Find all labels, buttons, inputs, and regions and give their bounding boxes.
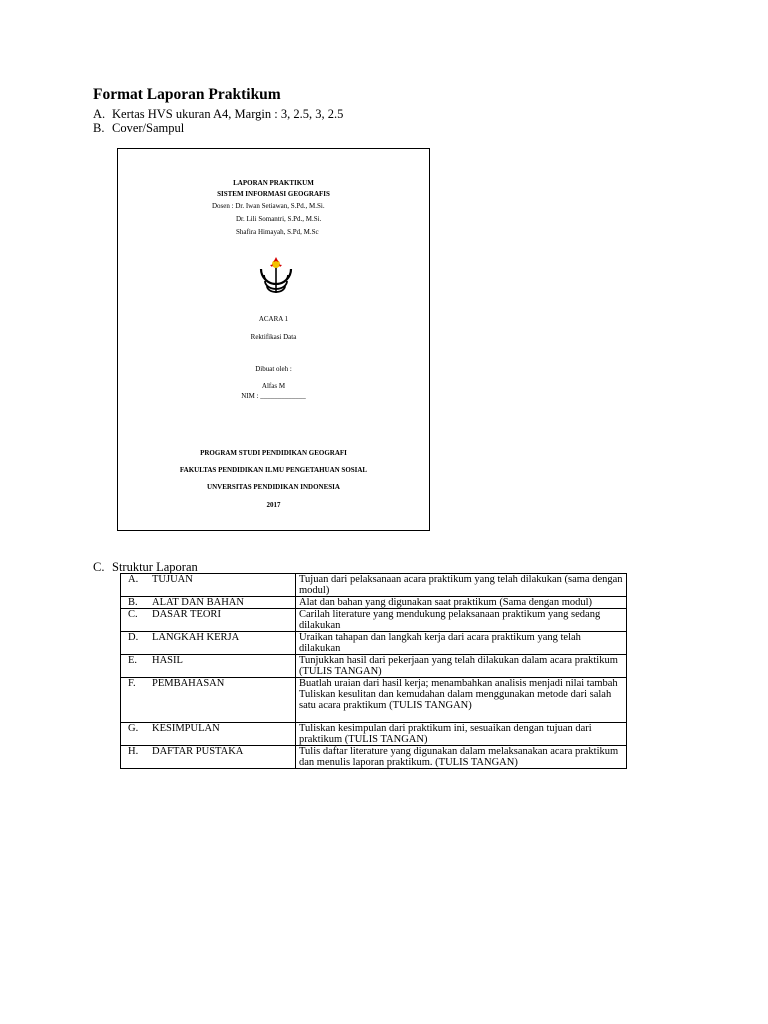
section-name: ALAT DAN BAHAN (152, 597, 244, 608)
table-row (121, 574, 627, 597)
list-marker: B. (93, 121, 105, 135)
cover-heading-1: LAPORAN PRAKTIKUM (233, 179, 314, 187)
section-name: KESIMPULAN (152, 723, 220, 734)
table-row (121, 632, 627, 655)
section-letter: C. (128, 609, 138, 620)
report-structure-table (120, 573, 627, 769)
section-description: Uraikan tahapan dan langkah kerja dari acara praktikum yang telah dilakukan (296, 632, 627, 655)
section-description: Tujuan dari pelaksanaan acara praktikum yang telah dilakukan (sama dengan modul) (296, 574, 627, 597)
cover-faculty: FAKULTAS PENDIDIKAN ILMU PENGETAHUAN SOSIAL (179, 466, 368, 474)
section-name-cell (121, 655, 296, 678)
cover-sample (117, 148, 430, 531)
cover-acara: ACARA 1 (258, 315, 289, 323)
cover-author: Alfas M (261, 382, 286, 390)
cover-dosen-1: Dosen : Dr. Iwan Setiawan, S.Pd., M.Si. (212, 202, 325, 210)
section-letter: G. (128, 723, 139, 734)
section-name-cell (121, 597, 296, 609)
cover-university: UNVERSITAS PENDIDIKAN INDONESIA (207, 483, 340, 491)
section-name-cell (121, 609, 296, 632)
cover-program: PROGRAM STUDI PENDIDIKAN GEOGRAFI (200, 449, 347, 457)
university-emblem-icon (257, 255, 295, 295)
section-letter: B. (128, 597, 138, 608)
section-name-cell (121, 632, 296, 655)
list-item-a (93, 107, 343, 122)
cover-year: 2017 (266, 501, 281, 509)
section-letter: A. (128, 574, 139, 585)
list-item-text: Kertas HVS ukuran A4, Margin : 3, 2.5, 3, 2.5 (112, 107, 344, 121)
cover-dibuat: Dibuat oleh : (255, 365, 292, 373)
section-letter: F. (128, 678, 136, 689)
list-item-text: Cover/Sampul (112, 121, 185, 135)
cover-dosen-2: Dr. Lili Somantri, S.Pd., M.Si. (236, 215, 322, 223)
cover-dosen-3: Shafira Himayah, S.Pd, M.Sc (236, 228, 319, 236)
section-name-cell (121, 723, 296, 746)
table-row (121, 597, 627, 609)
section-description: Carilah literature yang mendukung pelaksanaan praktikum yang sedang dilakukan (296, 609, 627, 632)
list-item-text: Struktur Laporan (112, 560, 198, 574)
section-description: Tunjukkan hasil dari pekerjaan yang telah dilakukan dalam acara praktikum (TULIS TANGAN) (296, 655, 627, 678)
cover-nim: NIM : _____________ (241, 392, 306, 400)
section-name: DASAR TEORI (152, 609, 221, 620)
section-description: Alat dan bahan yang digunakan saat praktikum (Sama dengan modul) (296, 597, 627, 609)
list-item-b (93, 121, 184, 136)
page-title: Format Laporan Praktikum (93, 86, 281, 103)
table-row (121, 746, 627, 769)
cover-heading-2: SISTEM INFORMASI GEOGRAFIS (217, 190, 330, 198)
section-name: HASIL (152, 655, 183, 666)
section-letter: E. (128, 655, 138, 666)
section-description: Tulis daftar literature yang digunakan dalam melaksanakan acara praktikum dan menulis laporan praktikum. (TULIS TANGAN) (296, 746, 627, 769)
section-description: Tuliskan kesimpulan dari praktikum ini, sesuaikan dengan tujuan dari praktikum (TULIS TANGAN) (296, 723, 627, 746)
section-name: DAFTAR PUSTAKA (152, 746, 244, 757)
section-name-cell (121, 678, 296, 723)
table-row (121, 609, 627, 632)
section-name-cell (121, 746, 296, 769)
section-name: TUJUAN (152, 574, 193, 585)
cover-topic: Rektifikasi Data (250, 333, 297, 341)
section-name: LANGKAH KERJA (152, 632, 240, 643)
section-description: Buatlah uraian dari hasil kerja; menambahkan analisis menjadi nilai tambah Tuliskan kesulitan dan kemudahan dalam menggunakan metode dari salah satu acara praktikum (TULIS TANGAN) (296, 678, 627, 723)
section-letter: D. (128, 632, 139, 643)
table-row (121, 723, 627, 746)
list-marker: A. (93, 107, 106, 121)
list-marker: C. (93, 560, 105, 574)
section-name: PEMBAHASAN (152, 678, 225, 689)
section-letter: H. (128, 746, 139, 757)
table-row (121, 678, 627, 723)
section-name-cell (121, 574, 296, 597)
table-row (121, 655, 627, 678)
